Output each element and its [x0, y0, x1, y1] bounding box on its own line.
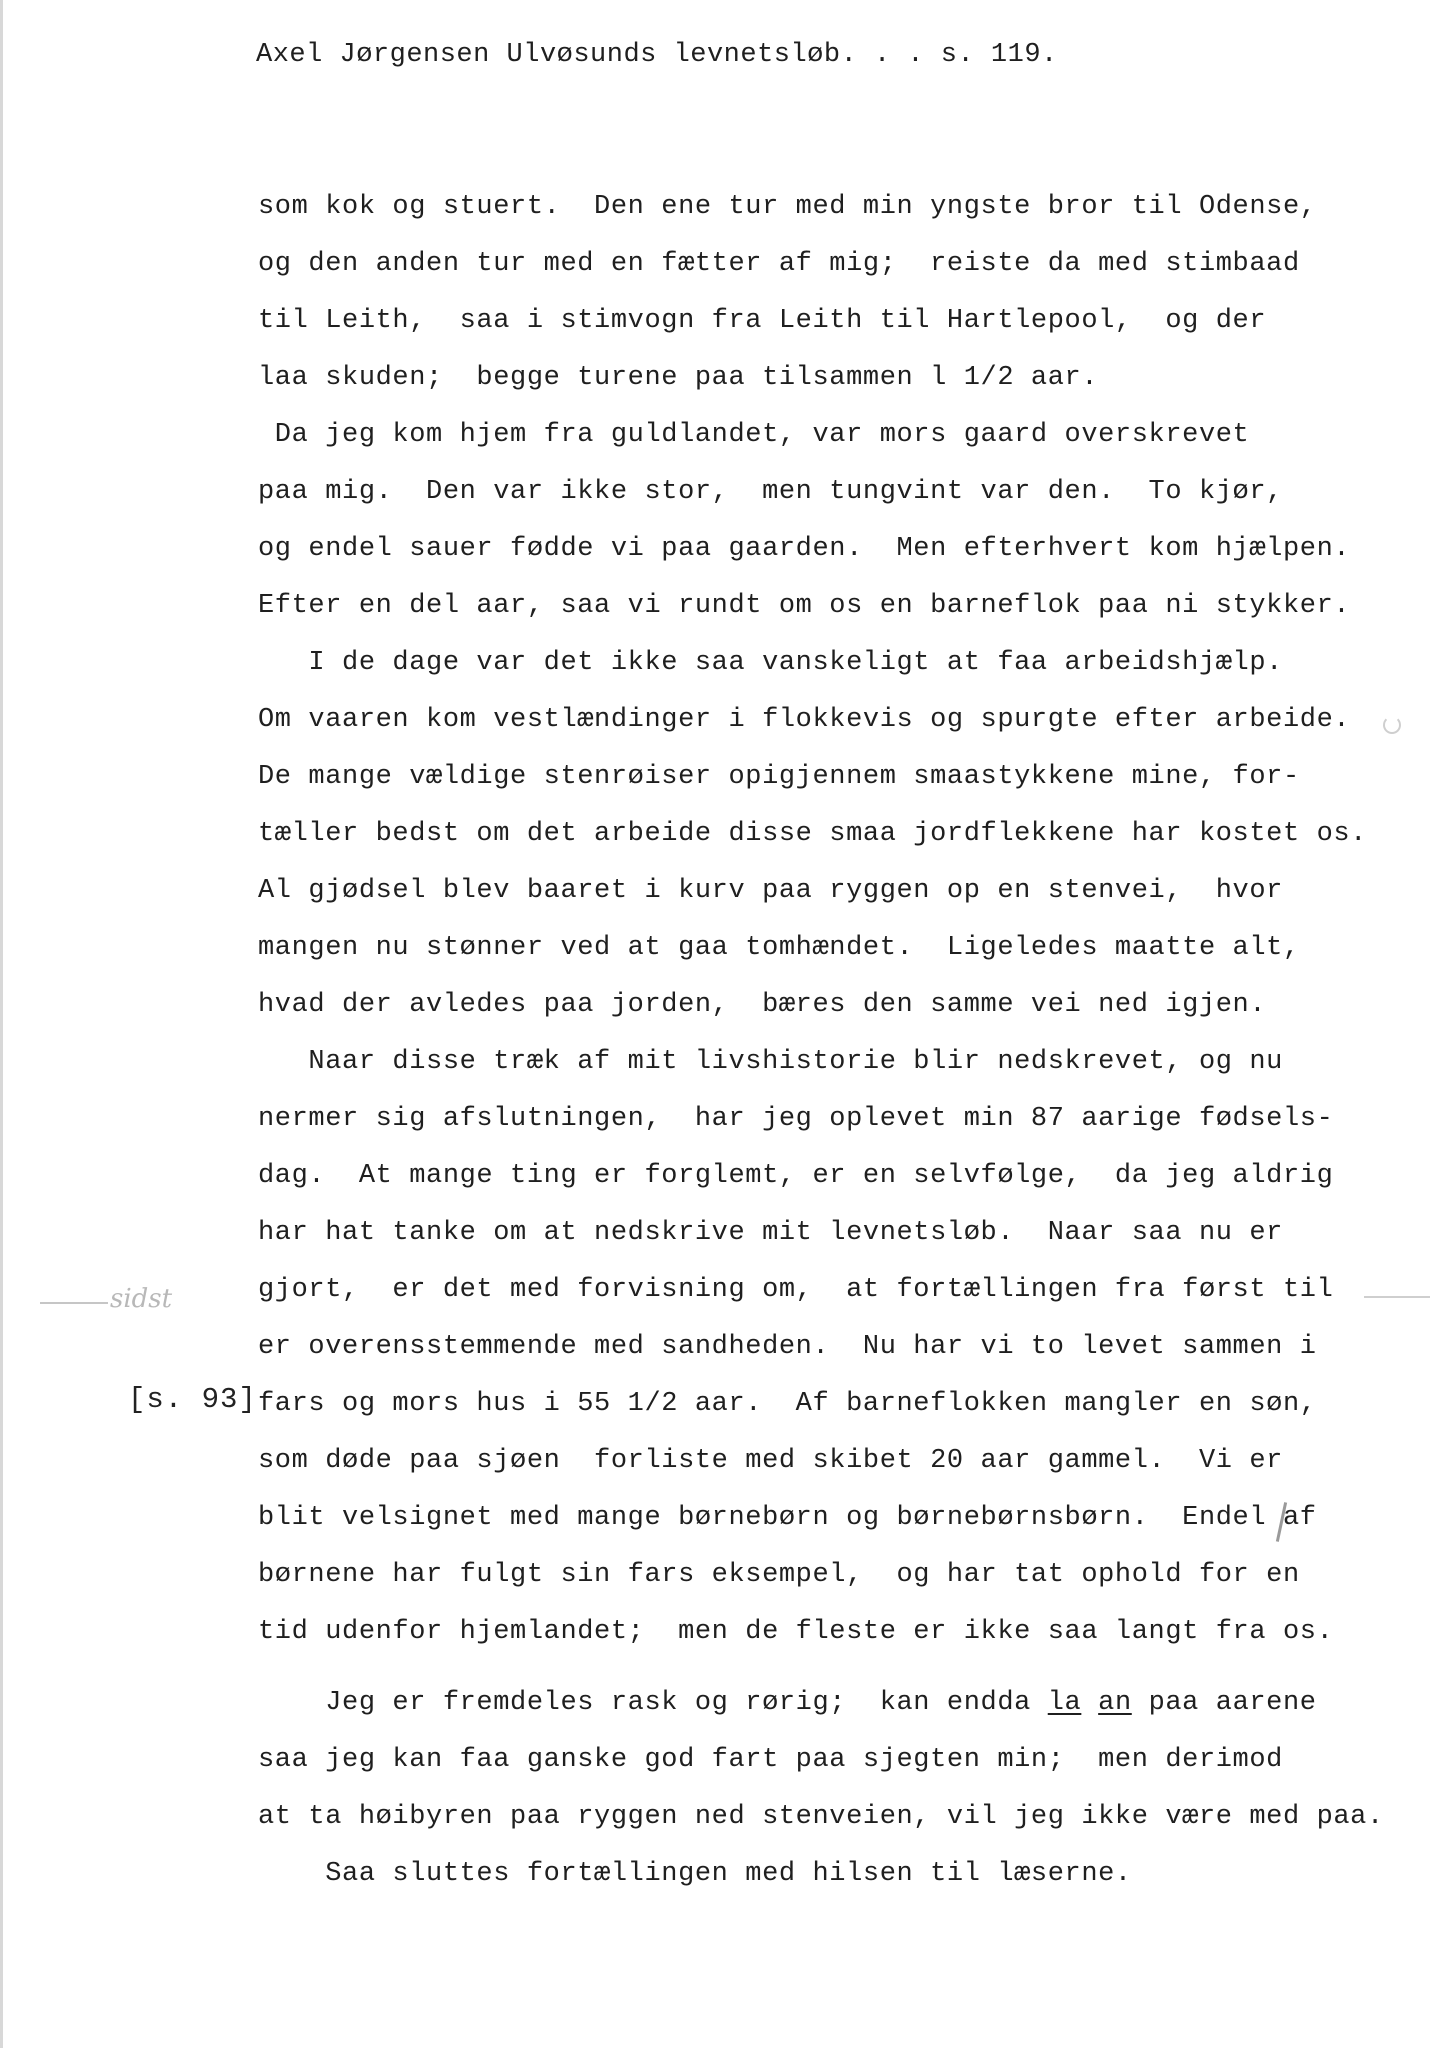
text-line: De mange vældige stenrøiser opigjennem smaastykkene mine, for-	[258, 762, 1300, 792]
text-line	[258, 1686, 1317, 1720]
text-line: som døde paa sjøen forliste med skibet 20 aar gammel. Vi er	[258, 1446, 1283, 1476]
text-segment: Jeg er fremdeles rask og rørig; kan endda	[258, 1688, 1048, 1718]
text-line: Da jeg kom hjem fra guldlandet, var mors gaard overskrevet	[258, 420, 1250, 450]
pencil-mark	[1383, 716, 1401, 734]
text-line: mangen nu stønner ved at gaa tomhændet. Ligeledes maatte alt,	[258, 933, 1300, 963]
text-line: tid udenfor hjemlandet; men de fleste er ikke saa langt fra os.	[258, 1617, 1334, 1647]
text-line: dag. At mange ting er forglemt, er en selvfølge, da jeg aldrig	[258, 1161, 1334, 1191]
text-line: Al gjødsel blev baaret i kurv paa ryggen op en stenvei, hvor	[258, 876, 1283, 906]
pencil-dash-right	[1364, 1296, 1430, 1298]
pencil-annotation: sidst	[110, 1284, 173, 1314]
underlined-word: an	[1098, 1688, 1132, 1718]
running-header: Axel Jørgensen Ulvøsunds levnetsløb. . . s. 119.	[256, 40, 1058, 70]
text-line: Om vaaren kom vestlændinger i flokkevis og spurgte efter arbeide.	[258, 705, 1351, 735]
text-line: og den anden tur med en fætter af mig; reiste da med stimbaad	[258, 249, 1300, 279]
text-line: I de dage var det ikke saa vanskeligt at faa arbeidshjælp.	[258, 648, 1283, 678]
text-line: hvad der avledes paa jorden, bæres den samme vei ned igjen.	[258, 990, 1267, 1020]
text-line: nermer sig afslutningen, har jeg oplevet min 87 aarige fødsels-	[258, 1104, 1334, 1134]
text-line: og endel sauer fødde vi paa gaarden. Men efterhvert kom hjælpen.	[258, 534, 1351, 564]
text-line: paa mig. Den var ikke stor, men tungvint var den. To kjør,	[258, 477, 1283, 507]
text-line: som kok og stuert. Den ene tur med min yngste bror til Odense,	[258, 192, 1317, 222]
text-line: tæller bedst om det arbeide disse smaa jordflekkene har kostet os.	[258, 819, 1367, 849]
text-line: laa skuden; begge turene paa tilsammen l 1/2 aar.	[258, 363, 1099, 393]
text-line: Naar disse træk af mit livshistorie blir nedskrevet, og nu	[258, 1047, 1283, 1077]
text-line: at ta høibyren paa ryggen ned stenveien, vil jeg ikke være med paa.	[258, 1802, 1384, 1832]
text-segment: paa aarene	[1131, 1688, 1317, 1718]
text-line: fars og mors hus i 55 1/2 aar. Af barneflokken mangler en søn,	[258, 1389, 1317, 1419]
text-line: blit velsignet med mange børnebørn og børnebørnsbørn. Endel af	[258, 1503, 1317, 1533]
text-line: til Leith, saa i stimvogn fra Leith til Hartlepool, og der	[258, 306, 1267, 336]
text-line: Saa sluttes fortællingen med hilsen til læserne.	[258, 1859, 1132, 1889]
pencil-dash-left	[40, 1302, 108, 1304]
text-line: børnene har fulgt sin fars eksempel, og har tat ophold for en	[258, 1560, 1300, 1590]
text-line: Efter en del aar, saa vi rundt om os en barneflok paa ni stykker.	[258, 591, 1351, 621]
text-line: saa jeg kan faa ganske god fart paa sjegten min; men derimod	[258, 1745, 1283, 1775]
text-line: gjort, er det med forvisning om, at fortællingen fra først til	[258, 1275, 1334, 1305]
text-line: har hat tanke om at nedskrive mit levnetsløb. Naar saa nu er	[258, 1218, 1283, 1248]
underlined-word: la	[1047, 1688, 1082, 1718]
margin-page-reference: [s. 93]	[128, 1383, 257, 1416]
text-line: er overensstemmende med sandheden. Nu har vi to levet sammen i	[258, 1332, 1317, 1362]
